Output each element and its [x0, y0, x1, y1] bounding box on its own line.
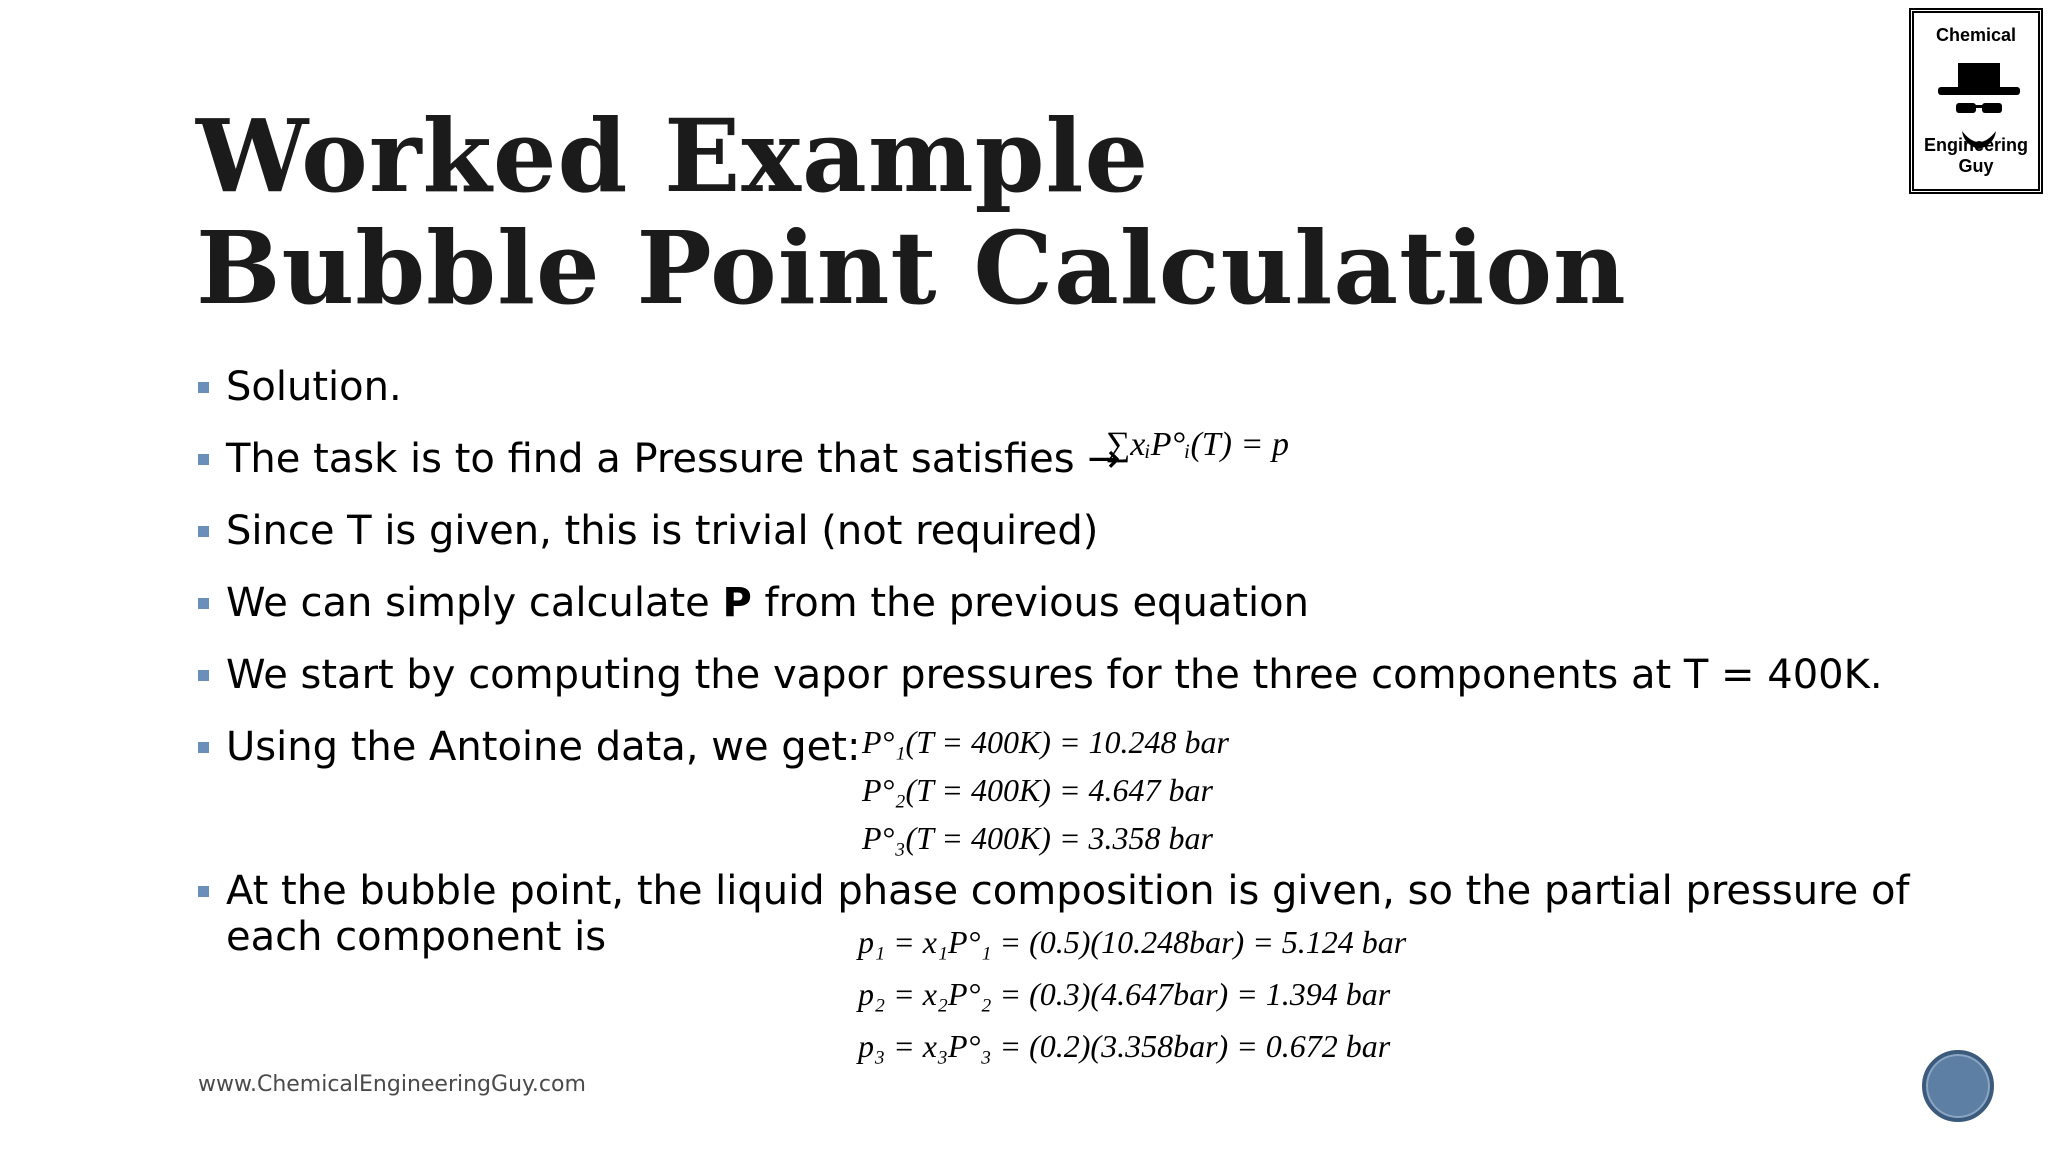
bullet-text-pre: We can simply calculate — [226, 580, 723, 626]
partial-pressure-eq-3: p₃ = x₃P°₃ = (0.2)(3.358bar) = 0.672 bar — [858, 1028, 1391, 1064]
bullet-marker — [198, 886, 209, 897]
bullet-marker — [198, 526, 209, 537]
title-line-1: Worked Example — [196, 97, 1150, 215]
vapor-pressure-eq-3: P°₃(T = 400K) = 3.358 bar — [862, 820, 1213, 856]
vapor-pressure-eq-2: P°₂(T = 400K) = 4.647 bar — [862, 772, 1213, 808]
slide-nav-button[interactable] — [1922, 1050, 1994, 1122]
bullet-text-line2: each component is — [226, 914, 607, 960]
logo-line-1: Chemical — [1935, 25, 2017, 45]
bullet-text — [226, 580, 1309, 626]
bullet-text: We start by computing the vapor pressures for the three components at T = 400K. — [226, 652, 1883, 698]
bullet-text: Since T is given, this is trivial (not required) — [226, 508, 1099, 554]
bullet-marker — [198, 382, 209, 393]
partial-pressure-eq-1: p₁ = x₁P°₁ = (0.5)(10.248bar) = 5.124 bar — [858, 924, 1407, 960]
bullet-text: Solution. — [226, 364, 402, 410]
bullet-text: The task is to find a Pressure that satisfies → — [226, 436, 1121, 482]
title-line-2: Bubble Point Calculation — [196, 209, 1627, 327]
bullet-marker — [198, 742, 209, 753]
footer-website: www.ChemicalEngineeringGuy.com — [198, 1072, 586, 1097]
bullet-text: Using the Antoine data, we get: — [226, 724, 861, 770]
bullet-text-line1: At the bubble point, the liquid phase composition is given, so the partial pressure of — [226, 868, 1910, 914]
summation-equation: ∑xᵢP°ᵢ(T) = p — [1106, 426, 1289, 463]
vapor-pressure-eq-1: P°₁(T = 400K) = 10.248 bar — [862, 724, 1229, 760]
bullet-text-post: from the previous equation — [751, 580, 1309, 626]
logo — [1909, 8, 2043, 194]
bullet-marker — [198, 598, 209, 609]
logo-line-2: Engineering Guy — [1923, 135, 2028, 176]
bullet-text-bold: P — [722, 580, 752, 626]
bullet-marker — [198, 670, 209, 681]
partial-pressure-eq-2: p₂ = x₂P°₂ = (0.3)(4.647bar) = 1.394 bar — [858, 976, 1391, 1012]
bullet-marker — [198, 454, 209, 465]
